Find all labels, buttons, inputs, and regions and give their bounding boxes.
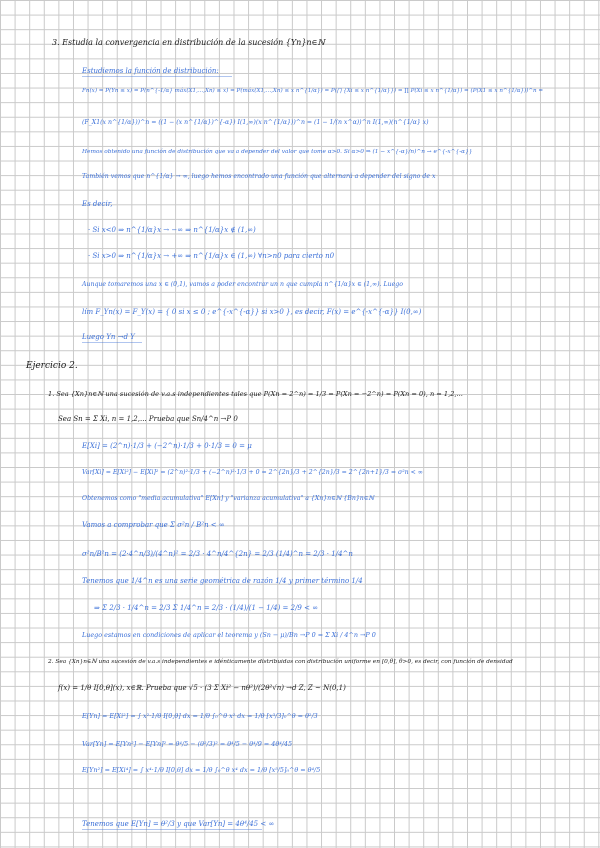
case-line: · Si x>0 ⇒ n^{1/α}x → +∞ ⇒ n^{1/α}x ∈ (1,∞) ∀n>n0 para cierto n0 — [88, 252, 335, 260]
math-line: σ²n/B²n = (2·4^n/3)/(4^n)² = 2/3 · 4^n/4^{2n} = 2/3 (1/4)^n = 2/3 · 1/4^n — [82, 550, 353, 558]
underline — [82, 829, 262, 830]
question1: 1. Sea {Xn}n∈ℕ una sucesión de v.a.s independientes tales que P(Xn = 2^n) = 1/3 = P(Xn = −2^n) = P(Xn = 0), n = 1,2,... — [48, 390, 463, 398]
math-line: E[Yn²] = E[Xi⁴] = ∫ x⁴·1/θ I[0,θ] dx = 1/θ ∫₀^θ x⁴ dx = 1/θ [x⁵/5]₀^θ = θ⁴/5 — [82, 766, 321, 774]
math-line: (F_X1(x n^{1/α}))^n = ((1 − (x n^{1/α})^{-α}) I(1,∞)(x n^{1/α}))^n = (1 − 1/(n x^α))^n I(1,∞)(n^{1/α} x) — [82, 119, 429, 126]
math-line: ⇒ Σ 2/3 · 1/4^n = 2/3 Σ 1/4^n = 2/3 · (1/4)/(1 − 1/4) = 2/9 < ∞ — [94, 604, 319, 612]
math-line: Sea Sn = Σ Xi, n = 1,2,... Prueba que Sn/4^n →P 0 — [58, 415, 238, 423]
section1-title: 3. Estudia la convergencia en distribución de la sucesión {Yn}n∈ℕ — [52, 38, 325, 47]
math-line: Var[Yn] = E[Yn²] − E[Yn]² = θ⁴/5 − (θ²/3)² = θ⁴/5 − θ⁴/9 = 4θ⁴/45 — [82, 740, 293, 748]
text-line: Es decir, — [82, 200, 113, 208]
question2: 2. Sea {Xn}n∈ℕ una sucesión de v.a.s independientes e idénticamente distribuidas con distribución uniforme en [0,θ], θ>0, es decir, con función de densidad — [48, 659, 513, 665]
case-line: · Si x<0 ⇒ n^{1/α}x → −∞ ⇒ n^{1/α}x ∉ (1,∞) — [88, 226, 256, 234]
underline — [82, 76, 232, 77]
math-line: f(x) = 1/θ I[0,θ](x), x∈ℝ. Prueba que √5 · (3 Σ Xi² − nθ²)/(2θ²√n) →d Z, Z ~ N(0,1) — [58, 684, 346, 692]
math-line: E[Xi] = (2^n)·1/3 + (−2^n)·1/3 + 0·1/3 = 0 = μ — [82, 442, 252, 450]
math-line: E[Yn] = E[Xi²] = ∫ x²·1/θ I[0,θ] dx = 1/θ ∫₀^θ x² dx = 1/θ [x³/3]₀^θ = θ²/3 — [82, 712, 318, 720]
text-line: También vemos que n^{1/α} → ∞, luego hemos encontrado una función que alternará a depender del signo de x — [82, 173, 436, 180]
underline — [82, 342, 142, 343]
conclusion-line: Luego Yn →d Y — [82, 333, 135, 341]
math-line: Fn(x) = P(Yn ≤ x) = P(n^{-1/α} máx(X1,...,Xn) ≤ x) = P(máx(X1,...,Xn) ≤ x n^{1/α}) = P(⋂ {Xi ≤ x n^{1/α}}) = ∏ P(Xi ≤ x n^{1/α}) = (P(X1 ≤ x n^{1/α}))^n = — [82, 88, 544, 94]
text-line: Obtenemos como "media acumulativa" E[Xn] y "varianza acumulativa" a {Xn}n∈ℕ {Bn}n∈ℕ — [82, 495, 374, 502]
section2-heading: Ejercicio 2. — [26, 361, 78, 371]
math-line: lím F_Yn(x) = F_Y(x) = { 0 si x ≤ 0 ; e^{-x^{-α}} si x>0 }, es decir, F(x) = e^{-x^{-α}} I(0,∞) — [82, 308, 422, 316]
text-line: Vamos a comprobar que Σ σ²n / B²n < ∞ — [82, 521, 225, 529]
conclusion-line: Tenemos que E[Yn] = θ²/3 y que Var[Yn] = 4θ⁴/45 < ∞ — [82, 820, 275, 828]
math-line: Var[Xi] = E[Xi²] − E[Xi]² = (2^n)²·1/3 + (−2^n)²·1/3 + 0 = 2^{2n}/3 + 2^{2n}/3 = 2^{2n+1}/3 = σ²n < ∞ — [82, 469, 423, 476]
text-line: Aunque tomaremos una x ∈ (0,1), vamos a poder encontrar un n que cumpla n^{1/α}x ∈ (1,∞). Luego — [82, 281, 403, 288]
text-line: Tenemos que 1/4^n es una serie geométrica de razón 1/4 y primer término 1/4 — [82, 577, 363, 585]
text-line: Hemos obtenido una función de distribución que va a depender del valor que tome α>0. Si α>0 ⇒ (1 − x^{-α}/n)^n → e^{-x^{-α}} — [82, 149, 473, 155]
text-line: Luego estamos en condiciones de aplicar el teorema y (Sn − μ)/Bn →P 0 = Σ Xi / 4^n →P 0 — [82, 631, 376, 639]
text-line: Estudiemos la función de distribución: — [82, 67, 219, 75]
